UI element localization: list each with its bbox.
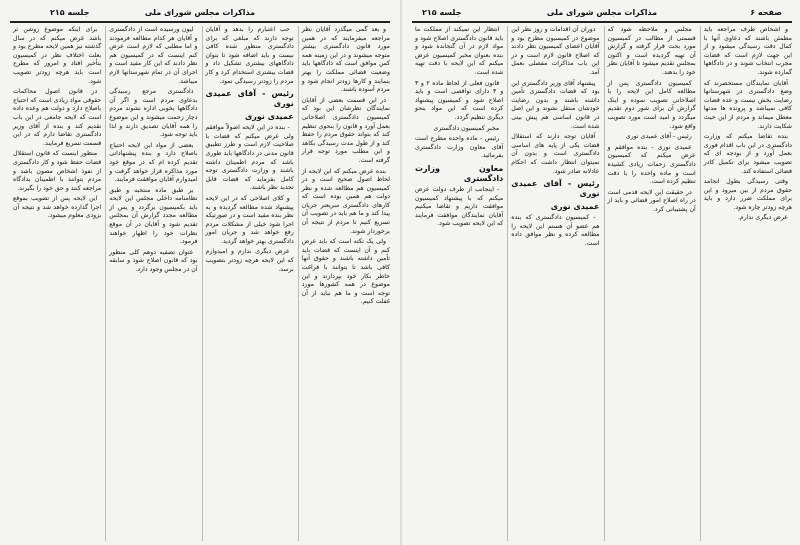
paragraph: منظور اینست که قانون استقلال قضات حفظ شود و کار دادگستری از نفوذ اشخاص مصون باشد و مردم بتوانند با اطمینان بدادگاه مراجعه کنند و حق خود را بگیرند. (13, 150, 102, 192)
paragraph: و اشخاص طرف مراجعه باید مطمئن باشند که دعاوی آنها با کمال دقت رسیدگی میشود و از این جهت لازم است که قضات مجرب انتخاب شوند و در دادگاهها گمارده شوند. (703, 26, 792, 76)
text-column (604, 26, 696, 541)
paragraph: آقایان توجه دارند که استقلال قضات یکی از پایه های اساسی دادگستری است و بدون آن نمیتوان انتظار داشت که احکام عادلانه صادر شود. (511, 133, 600, 175)
page-header (10, 6, 390, 22)
paragraph: کمیسیون دادگستری پس از مطالعه کامل این لایحه را با اصلاحاتی تصویب نموده و اینک گزارش آن برای شور دوم تقدیم میگردد و امید است مورد تصویب واقع شود. (607, 79, 696, 130)
paragraph: عرض دیگری ندارم. (737, 214, 788, 222)
paragraph: مجلس و ملاحظه شود که قسمتی از مطالب در کمیسیون مورد بحث قرار گرفته و گزارش آن تهیه گردیده است و اکنون بمجلس تقدیم میشود تا آقایان نظر خود را بدهند. (607, 26, 696, 76)
section-heading: معاون وزارت دادگستری (415, 163, 504, 183)
paragraph: بنده تقاضا میکنم که وزارت دادگستری در این باب اقدام فوری بعمل آورد و از بودجه ای که تصویب میشود برای تکمیل کادر قضائی استفاده کند. (703, 133, 792, 175)
paragraph: پیشنهاد آقای وزیر دادگستری این بود که قضات دادگستری تأمین داشته باشند و بدون رضایت خودشان منتقل نشوند و این اصل در قانون اساسی هم پیش بینی شده است. (511, 79, 600, 130)
page-title: مذاکرات مجلس شورای ملی (546, 8, 658, 17)
columns (10, 26, 390, 541)
paragraph: آقایان نمایندگان مستحضرند که وضع دادگستری در شهرستانها رضایت بخش نیست و عده قضات کافی نمیباشد و پرونده ها مدتها معطل میماند و مردم از این حیث شکایت دارند. (703, 79, 792, 130)
text-column (412, 26, 503, 541)
section-heading: رئیس - آقای عمیدی نوری (511, 179, 600, 199)
text-column (700, 26, 792, 541)
session-number: جلسه ۲۱۵ (50, 8, 90, 17)
paragraph: مخبر کمیسیون دادگستری (433, 124, 500, 132)
columns (412, 26, 792, 541)
header-rule (10, 21, 390, 23)
paragraph: انتظار این نمیکند از مملکت ما باید قانون دادگستری اصلاح شود و مواد لازم در آن گنجانده شود و بنده بعنوان مخبر کمیسیون عرض میکنم که این لایحه با دقت تهیه شده است. (415, 26, 504, 76)
paragraph: - بنده در این لایحه اصولاً موافقم ولی عرض میکنم که قضات با صلاحیت لازم است و طرز تطبیق قانون مدنی در دادگاهها باید طوری باشد که مردم اطمینان داشته باشند و وزارت دادگستری توجه کامل بفرماید که قضات قابل تجدید نظر باشند. (205, 124, 294, 192)
text-column (507, 26, 599, 541)
paragraph: دادگستری مرجع رسیدگی بدعاوی مردم است و اگر آن دادگاهها بخوبی اداره نشوند مردم دچار زحمت میشوند و این موضوع را همه آقایان تصدیق دارند و لذا باید توجه شود. (109, 88, 198, 139)
paragraph: در قانون اصول محاکمات حقوقی مواد زیادی است که احتیاج باصلاح دارد و دولت هم وعده داده است که لایحه جامعی در این باب تقدیم کند و بنده از آقای وزیر دادگستری تقاضا دارم که در این قسمت تسریع فرمایند. (13, 88, 102, 147)
paragraph: لیون ورسیده است از دادگستری و آقایان هر کدام مطالعه فرمودند و اما مطلبی که لازم است عرض کنم اینست که در کمیسیون هم نظر دادند که این کار مفید است و اجرای آن در تمام شهرستانها لازم میباشد. (109, 26, 198, 85)
page-gutter (400, 0, 402, 545)
paragraph: برای اینکه موضوع روشن تر باشد عرض میکنم که در سال گذشته نیز همین لایحه مطرح بود و بعلت اختلاف نظر در کمیسیون بتأخیر افتاد و امروز که مطرح است باید هرچه زودتر تصویب شود. (13, 26, 102, 85)
page-header (412, 6, 792, 22)
right-page (404, 0, 800, 545)
paragraph: دوران آن اقدامات و روز نظر این موضوع در کمیسیون مطرح بود و آقایان اعضای کمیسیون نظر دادند که اصلاح قانون لازم است و در این باب مذاکرات مفصلی بعمل آمد. (511, 26, 600, 76)
paragraph: - کمیسیون دادگستری که بنده هم عضو آن هستم این لایحه را مطالعه کرده و نظر موافق داده است. (511, 214, 600, 247)
header-rule (412, 21, 792, 23)
paragraph: بر طبق ماده منتخبه و طبق نظامنامه داخلی مجلس این لایحه باید بکمیسیون برگردد و پس از مطالعه مجدد گزارش آن بمجلس تقدیم شود و آقایان در آن موقع نظرات خود را اظهار خواهند فرمود. (109, 186, 198, 246)
left-page (2, 0, 398, 545)
paragraph: قانون فعلی از لحاظ ماده ۲ و ۳ و ۴ دارای نواقصی است و باید اصلاح شود و کمیسیون پیشنهاد کرده است که این مواد بنحو دیگری تنظیم گردد. (415, 79, 504, 121)
paragraph: بنده عرض میکنم که این لایحه از لحاظ اصول صحیح است و در کمیسیون هم مطالعه شده و نظر دولت هم همین بوده است که کارهای دادگستری سریعتر جریان پیدا کند و ما هم باید در تصویب آن تسریع کنیم تا مردم از نتیجه آن برخوردار شوند. (301, 167, 390, 235)
paragraph: عمیدی نوری - بنده موافقم و عرض میکنم که کمیسیون دادگستری زحمات زیادی کشیده است و ماده واحده را با دقت تنظیم کرده است. (607, 143, 696, 186)
text-column (105, 26, 197, 541)
text-column (202, 26, 294, 541)
text-column (298, 26, 390, 541)
page-title: مذاکرات مجلس شورای ملی (144, 8, 256, 17)
paragraph: عرض دیگری ندارم و امیدوارم که این لایحه هرچه زودتر بتصویب برسد. (205, 248, 294, 273)
session-number: جلسه ۲۱۵ (422, 8, 462, 17)
page-number: صفحه ۶ (750, 8, 782, 17)
paragraph: رئیس - ماده واحده مطرح است آقای معاون وزارت دادگستری بفرمائید. (415, 135, 504, 160)
text-column (10, 26, 101, 541)
paragraph: در این قسمت بعضی از آقایان نمایندگان نظرشان این بود که کمیسیون دادگستری اصلاحاتی بعمل آورد و قانون را بنحوی تنظیم کند که بتواند حقوق مردم را حفظ کند و از طول مدت رسیدگی بکاهد و این مطلب مورد توجه قرار گرفته است. (301, 96, 390, 164)
section-heading: رئیس - آقای عمیدی نوری (205, 89, 294, 109)
paragraph: بعضی از مواد این لایحه احتیاج باصلاح دارد و بنده پیشنهاداتی تقدیم کرده ام که در موقع خود مورد مذاکره قرار خواهد گرفت و امیدوارم آقایان موافقت فرمایند. (109, 141, 198, 184)
paragraph: وقتی رسیدگی بطول انجامد حقوق مردم از بین میرود و این برای مملکت ضرر دارد و باید هرچه زودتر چاره شود. (703, 178, 792, 211)
paragraph: و کلای اصلاحی که در این لایحه پیشنهاد شده مطالعه گردیده و به نظر بنده مفید است و در صورتیکه اجرا شود خیلی از مشکلات مردم رفع خواهد شد و جریان امور دادگستری بهتر خواهد گردید. (205, 194, 294, 245)
section-heading: عمیدی نوری (550, 202, 600, 212)
paragraph: حب اعتبارم را بدهد و آقایان توجه دارند که مبلغی که برای دادگستری منظور شده کافی نیست و باید اضافه شود تا بتوان دادگاههای بیشتری تشکیل داد و قضات بیشتری استخدام کرد و کار مردم را زودتر رسیدگی نمود. (205, 26, 294, 85)
paragraph: و بعد گمی میگذرد آقایان نظر مراجعه میفرمایند که در همین مورد قانون دادگستری بیشتر متوجه میشوند و در این زمینه همه کس موافق است که دادگاهها باید وضعیت قضائی مملکت را بهتر بنمایند و کارها زودتر انجام شود و مردم آسوده باشند. (301, 26, 390, 94)
paragraph: رئیس - آقای عمیدی نوری (625, 133, 692, 141)
paragraph: عنوان تصفیه دوهم کلی منظور بود که قانون اصلاح شود و سابقه آن در مجلس وجود دارد. (109, 248, 198, 274)
paragraph: در حقیقت این لایحه قدمی است در راه اصلاح امور قضائی و باید از آن پشتیبانی کرد. (607, 188, 696, 213)
paragraph: این لایحه پس از تصویب بموقع اجرا گذارده خواهد شد و نتیجه آن بزودی معلوم میشود. (13, 195, 102, 220)
paragraph: - اینجانب از طرف دولت عرض میکنم که با پیشنهاد کمیسیون موافقت داریم و تقاضا میکنیم آقایان نمایندگان موافقت فرمایند که این لایحه تصویب شود. (415, 185, 504, 228)
section-heading: عمیدی نوری (244, 112, 294, 122)
paragraph: ولی یک نکته است که باید عرض کنم و آن اینست که قضات باید تأمین داشته باشند و حقوق آنها کافی باشد تا بتوانند با فراغت خاطر بکار خود بپردازند و این موضوع در همه کشورها مورد توجه است و ما هم نباید از آن غفلت کنیم. (301, 238, 390, 306)
